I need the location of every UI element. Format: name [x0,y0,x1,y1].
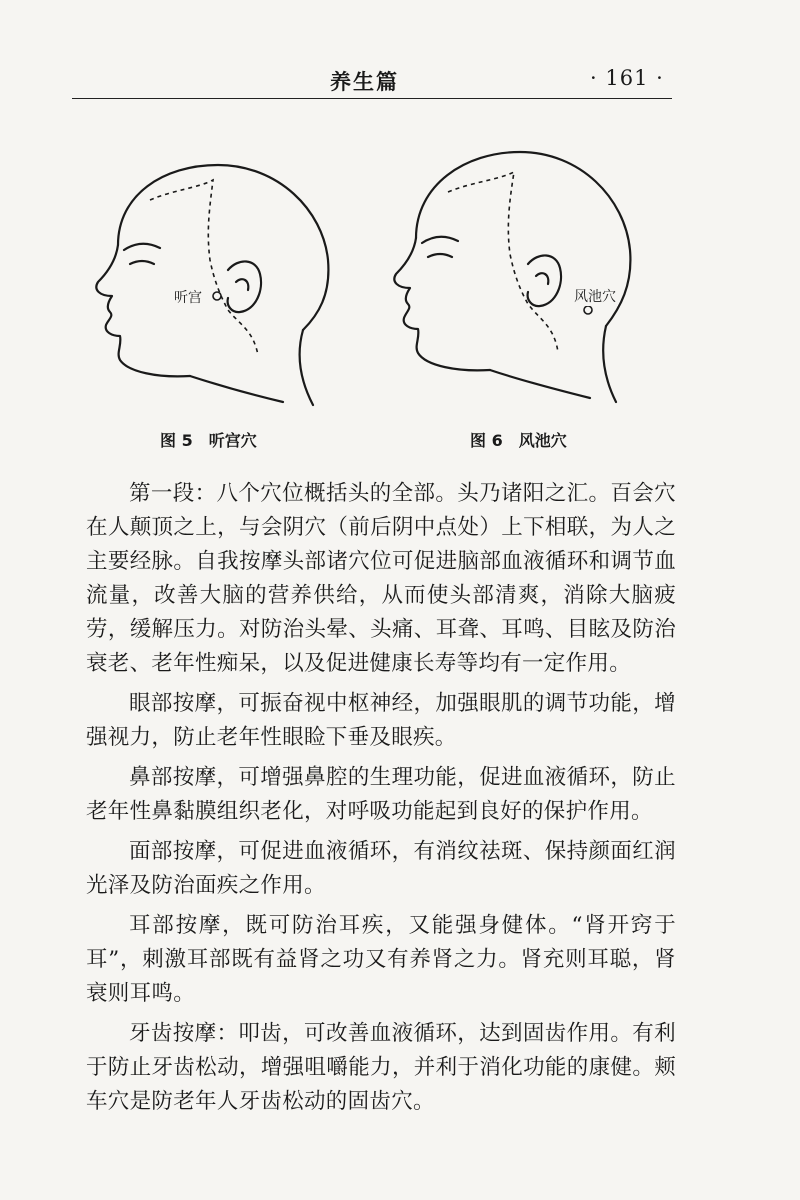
paragraph: 耳部按摩，既可防治耳疾，又能强身健体。“肾开窍于耳”，刺激耳部既有益肾之功又有养肾之力。肾充则耳聪，肾衰则耳鸣。 [86,913,676,1006]
figure-6-caption: 图 6 风池穴 [470,431,567,450]
figure-5-caption: 图 5 听宫穴 [160,431,257,450]
acupoint-label-tinggong: 听宫 [172,287,204,307]
running-header-title: 养生篇 [330,69,399,94]
paragraph: 鼻部按摩，可增强鼻腔的生理功能，促进血液循环，防止老年性鼻黏膜组织老化，对呼吸功能起到良好的保护作用。 [86,765,676,824]
figure-fengchi [380,140,640,410]
acupoint-label-fengchi: 风池穴 [572,286,618,306]
paragraph: 牙齿按摩：叩齿，可改善血液循环，达到固齿作用。有利于防止牙齿松动，增强咀嚼能力，并利于消化功能的康健。颊车穴是防老年人牙齿松动的固齿穴。 [86,1021,676,1114]
head-profile-illustration [78,150,338,410]
page-number: · 161 · [590,66,664,90]
body-text [86,477,676,1125]
figure-tinggong [78,150,338,410]
paragraph: 眼部按摩，可振奋视中枢神经，加强眼肌的调节功能，增强视力，防止老年性眼睑下垂及眼疾。 [86,691,676,750]
paragraph: 第一段：八个穴位概括头的全部。头乃诸阳之汇。百会穴在人颠顶之上，与会阴穴（前后阴中点处）上下相联，为人之主要经脉。自我按摩头部诸穴位可促进脑部血液循环和调节血流量，改善大脑的营养供给，从而使头部清爽，消除大脑疲劳，缓解压力。对防治头晕、头痛、耳聋、耳鸣、目眩及防治衰老、老年性痴呆，以及促进健康长寿等均有一定作用。 [86,481,676,676]
header-rule [72,98,672,99]
head-profile-illustration [380,140,640,410]
paragraph: 面部按摩，可促进血液循环，有消纹祛斑、保持颜面红润光泽及防治面疾之作用。 [86,839,676,898]
